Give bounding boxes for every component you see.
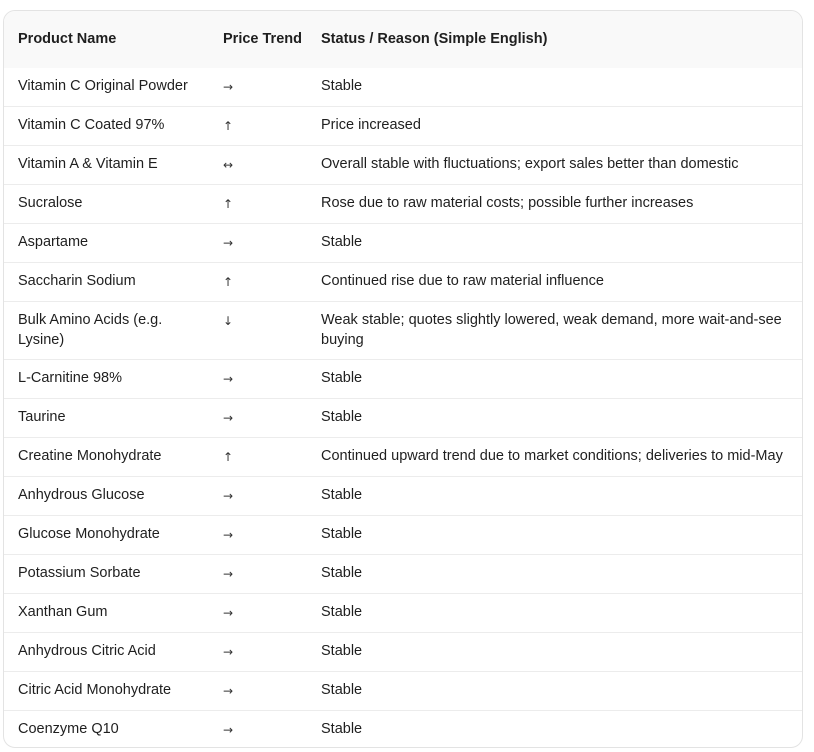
status-reason-cell: Stable [321, 409, 363, 425]
price-trend-table-card [3, 10, 803, 748]
price-trend-arrow-icon: → [223, 723, 234, 737]
status-reason-cell: Continued upward trend due to market conditions; deliveries to mid-May [321, 448, 783, 464]
product-name-cell: Creatine Monohydrate [18, 448, 162, 464]
price-trend-arrow-icon: → [223, 236, 234, 250]
table-row [4, 185, 802, 224]
table-row [4, 594, 802, 633]
table-row [4, 633, 802, 672]
table-body [4, 68, 802, 748]
price-trend-arrow-icon: → [223, 528, 234, 542]
price-trend-arrow-icon: → [223, 684, 234, 698]
status-reason-cell: Stable [321, 234, 363, 250]
status-reason-cell: Stable [321, 487, 363, 503]
price-trend-arrow-icon: → [223, 606, 234, 620]
table-row [4, 68, 802, 107]
header-row [4, 11, 802, 68]
table-row [4, 263, 802, 302]
status-reason-cell: Stable [321, 78, 363, 94]
table-row [4, 360, 802, 399]
price-trend-arrow-icon: ↑ [223, 275, 234, 289]
price-trend-arrow-icon: → [223, 411, 234, 425]
header-status-reason: Status / Reason (Simple English) [321, 31, 548, 47]
price-trend-arrow-icon: ↓ [223, 314, 234, 328]
product-name-cell: Saccharin Sodium [18, 273, 136, 289]
status-reason-cell: Stable [321, 526, 363, 542]
product-name-cell: Bulk Amino Acids (e.g. Lysine) [18, 312, 163, 348]
table-row [4, 711, 802, 749]
product-name-cell: Aspartame [18, 234, 89, 250]
table-row [4, 399, 802, 438]
status-reason-cell: Overall stable with fluctuations; export sales better than domestic [321, 156, 739, 172]
status-reason-cell: Continued rise due to raw material influence [321, 273, 604, 289]
product-name-cell: Anhydrous Citric Acid [18, 643, 156, 659]
product-name-cell: Potassium Sorbate [18, 565, 141, 581]
product-name-cell: Citric Acid Monohydrate [18, 682, 172, 698]
price-trend-table [4, 11, 802, 748]
table-header [4, 11, 802, 68]
price-trend-arrow-icon: ↑ [223, 450, 234, 464]
header-price-trend: Price Trend [223, 31, 302, 47]
status-reason-cell: Stable [321, 565, 363, 581]
table-row [4, 555, 802, 594]
product-name-cell: Taurine [18, 409, 66, 425]
table-row [4, 516, 802, 555]
table-row [4, 107, 802, 146]
price-trend-arrow-icon: → [223, 80, 234, 94]
status-reason-cell: Rose due to raw material costs; possible further increases [321, 195, 694, 211]
price-trend-arrow-icon: → [223, 645, 234, 659]
table-row [4, 302, 802, 360]
table-row [4, 672, 802, 711]
table-row [4, 477, 802, 516]
product-name-cell: Vitamin C Original Powder [18, 78, 188, 94]
table-row [4, 224, 802, 263]
product-name-cell: Vitamin C Coated 97% [18, 117, 165, 133]
price-trend-arrow-icon: → [223, 489, 234, 503]
status-reason-cell: Stable [321, 721, 363, 737]
table-row [4, 438, 802, 477]
product-name-cell: Vitamin A & Vitamin E [18, 156, 158, 172]
product-name-cell: Anhydrous Glucose [18, 487, 145, 503]
product-name-cell: Sucralose [18, 195, 83, 211]
price-trend-arrow-icon: → [223, 567, 234, 581]
product-name-cell: Coenzyme Q10 [18, 721, 119, 737]
price-trend-arrow-icon: ↑ [223, 119, 234, 133]
status-reason-cell: Stable [321, 370, 363, 386]
header-product-name: Product Name [18, 31, 117, 47]
status-reason-cell: Price increased [321, 117, 421, 133]
product-name-cell: Xanthan Gum [18, 604, 108, 620]
status-reason-cell: Stable [321, 643, 363, 659]
price-trend-arrow-icon: ↔ [223, 158, 234, 172]
product-name-cell: L-Carnitine 98% [18, 370, 122, 386]
price-trend-arrow-icon: ↑ [223, 197, 234, 211]
status-reason-cell: Stable [321, 682, 363, 698]
status-reason-cell: Stable [321, 604, 363, 620]
status-reason-cell: Weak stable; quotes slightly lowered, weak demand, more wait-and-see buying [321, 312, 782, 348]
product-name-cell: Glucose Monohydrate [18, 526, 160, 542]
table-row [4, 146, 802, 185]
price-trend-arrow-icon: → [223, 372, 234, 386]
